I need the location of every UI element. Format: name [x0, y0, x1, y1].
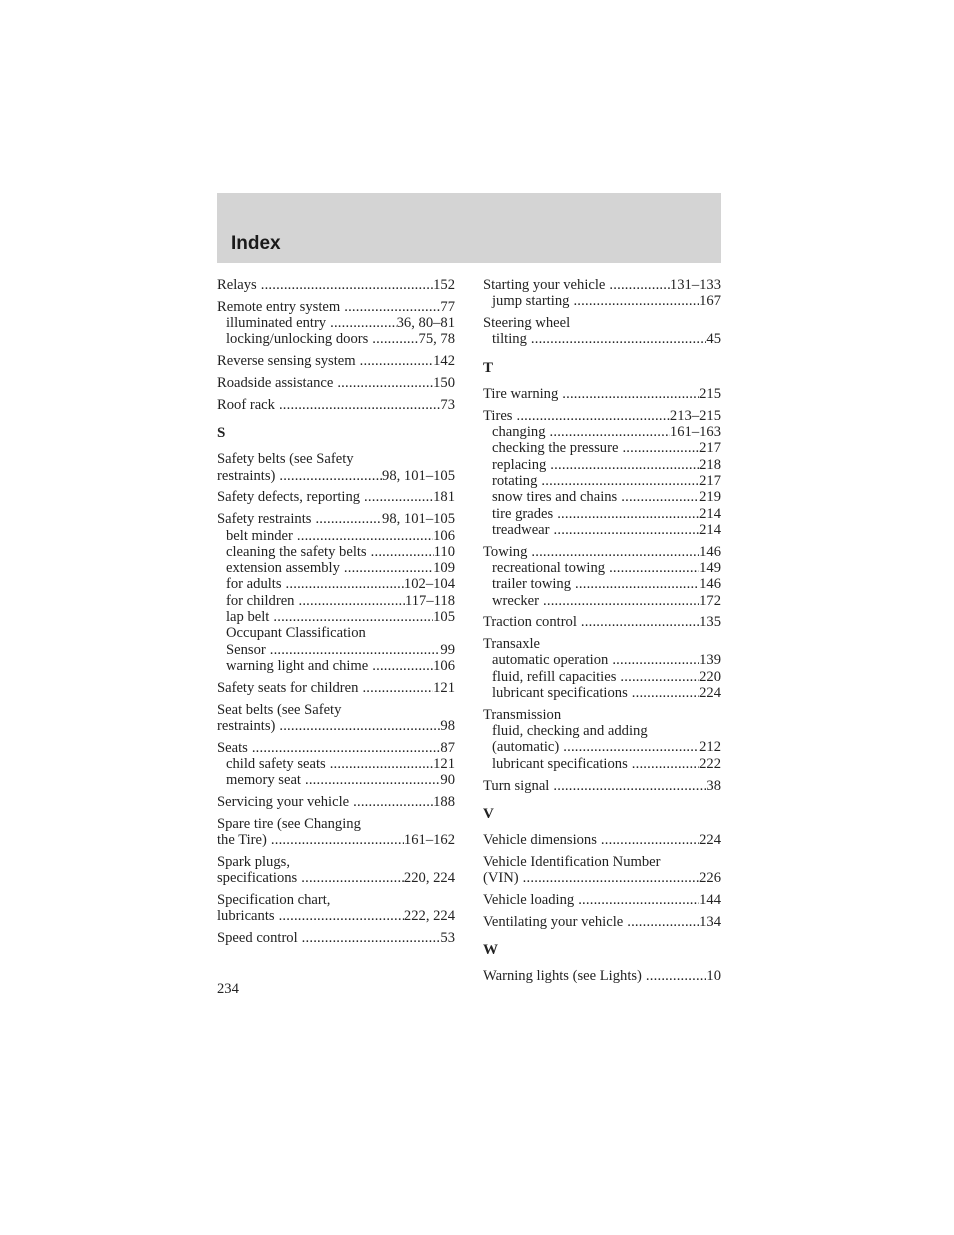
index-term: Safety defects, reporting: [217, 489, 361, 506]
index-subentry-line: [217, 756, 455, 772]
index-page-ref: 135: [699, 614, 721, 631]
index-page-ref: 142: [433, 353, 455, 370]
index-entry: [217, 794, 455, 810]
index-term: wrecker: [492, 592, 539, 609]
dot-leader: [523, 870, 699, 886]
index-term: Turn signal: [483, 777, 550, 794]
index-entry-line: [483, 277, 721, 293]
dot-leader: [261, 277, 433, 293]
index-page-ref: 38: [706, 777, 721, 794]
dot-leader: [252, 740, 441, 756]
index-term: Reverse sensing system: [217, 353, 356, 370]
dot-leader: [563, 739, 699, 755]
dot-leader: [271, 832, 404, 848]
index-subentry-line: [217, 609, 455, 625]
index-subentry-line: [483, 652, 721, 668]
index-term: the Tire): [217, 832, 267, 849]
dot-leader: [516, 408, 669, 424]
index-page-ref: 87: [440, 739, 455, 756]
page-title: Index: [231, 233, 281, 254]
index-page-ref: 73: [440, 396, 455, 413]
index-subentry-line: [483, 506, 721, 522]
index-term: Towing: [483, 543, 528, 560]
index-entry-line: [483, 832, 721, 848]
dot-leader: [541, 473, 699, 489]
index-page-ref: 117–118: [405, 592, 455, 609]
index-page-ref: 224: [699, 832, 721, 849]
index-entry-line: [217, 908, 455, 924]
index-page-ref: 222: [699, 755, 721, 772]
index-entry: [483, 544, 721, 609]
index-term: illuminated entry: [226, 315, 327, 332]
index-term: Steering wheel: [483, 315, 571, 332]
index-page-ref: 220: [699, 668, 721, 685]
index-entry: [217, 892, 455, 925]
index-page-ref: 102–104: [403, 576, 455, 593]
index-term: Starting your vehicle: [483, 277, 606, 293]
index-page-ref: 214: [699, 505, 721, 522]
index-term: warning light and chime: [226, 657, 369, 674]
index-entry-line: [217, 489, 455, 505]
index-subentry-line: [217, 642, 455, 658]
index-entry-line: [217, 375, 455, 391]
index-page-ref: 110: [433, 543, 455, 560]
index-subentry-line: [483, 293, 721, 309]
index-term: Safety seats for children: [217, 679, 359, 696]
index-page-ref: 213–215: [669, 407, 721, 424]
index-term: Seats: [217, 739, 248, 756]
index-subentry-line: [217, 315, 455, 331]
index-entry: [483, 892, 721, 908]
dot-leader: [315, 511, 382, 527]
index-entry-line: [483, 386, 721, 402]
index-subentry-line: [483, 424, 721, 440]
index-subentry-line: [483, 522, 721, 538]
index-page-ref: 146: [699, 543, 721, 560]
index-term: (VIN): [483, 870, 519, 887]
dot-leader: [632, 685, 699, 701]
index-entry-line: [217, 816, 455, 832]
index-subentry-line: [217, 658, 455, 674]
index-term: Roadside assistance: [217, 374, 334, 391]
index-section-letter: S: [217, 425, 226, 442]
index-entry: [483, 707, 721, 772]
index-entry-line: [217, 277, 455, 293]
index-term: Spare tire (see Changing: [217, 815, 361, 832]
index-entry: [217, 930, 455, 946]
index-entry-line: [217, 680, 455, 696]
index-entry-line: [483, 968, 721, 984]
index-term: Speed control: [217, 930, 298, 947]
index-subentry-line: [483, 685, 721, 701]
index-term: fluid, checking and adding: [492, 723, 648, 740]
index-entry-line: [217, 740, 455, 756]
dot-leader: [362, 680, 433, 696]
index-page-ref: 45: [706, 331, 721, 348]
index-column-right: [483, 277, 721, 990]
index-page-ref: 181: [433, 489, 455, 506]
dot-leader: [573, 293, 699, 309]
index-subentry-line: [483, 560, 721, 576]
index-section-letter: V: [483, 805, 494, 822]
index-term: Warning lights (see Lights): [483, 968, 642, 985]
dot-leader: [531, 331, 707, 347]
index-entry: [217, 680, 455, 696]
dot-leader: [372, 658, 433, 674]
dot-leader: [578, 892, 699, 908]
index-page-ref: 152: [433, 277, 455, 293]
index-page-ref: 106: [433, 527, 455, 544]
index-term: restraints): [217, 717, 276, 734]
index-entry-line: [483, 854, 721, 870]
dot-leader: [550, 424, 670, 440]
index-entry-line: [217, 353, 455, 369]
index-entry: [483, 277, 721, 310]
dot-leader: [337, 375, 433, 391]
index-entry-line: [483, 408, 721, 424]
index-entry: [483, 315, 721, 348]
index-page-ref: 139: [699, 652, 721, 669]
index-entry-line: [217, 854, 455, 870]
index-term: restraints): [217, 467, 276, 484]
index-page-ref: 219: [699, 489, 721, 506]
index-entry: [483, 968, 721, 984]
dot-leader: [330, 315, 397, 331]
index-subentry-line: [483, 489, 721, 505]
index-section-letter: T: [483, 359, 494, 376]
index-term: Sensor: [226, 641, 266, 658]
index-entry-line: [483, 614, 721, 630]
index-term: treadwear: [492, 521, 550, 538]
index-term: (automatic): [492, 739, 560, 756]
index-entry: [217, 277, 455, 293]
dot-leader: [297, 528, 433, 544]
index-entry: [217, 702, 455, 735]
index-subentry-line: [483, 440, 721, 456]
index-entry-line: [217, 892, 455, 908]
index-entry-line: [217, 930, 455, 946]
dot-leader: [353, 794, 433, 810]
index-term: lap belt: [226, 609, 270, 626]
index-entry: [217, 489, 455, 505]
index-page-ref: 161–162: [403, 832, 455, 849]
dot-leader: [622, 440, 699, 456]
dot-leader: [627, 914, 699, 930]
dot-leader: [279, 908, 404, 924]
dot-leader: [371, 544, 434, 560]
dot-leader: [575, 576, 699, 592]
index-term: Spark plugs,: [217, 853, 290, 870]
index-page-ref: 167: [699, 293, 721, 310]
index-entry-line: [217, 397, 455, 413]
index-entry: [483, 854, 721, 887]
dot-leader: [550, 457, 699, 473]
index-page-ref: 146: [699, 576, 721, 593]
index-subentry-line: [217, 593, 455, 609]
index-page-ref: 224: [699, 685, 721, 702]
index-term: lubricant specifications: [492, 685, 628, 702]
index-term: Transaxle: [483, 636, 541, 653]
index-term: Vehicle Identification Number: [483, 853, 661, 870]
index-entry: [483, 614, 721, 630]
index-term: tire grades: [492, 505, 554, 522]
index-term: Relays: [217, 277, 257, 293]
index-term: belt minder: [226, 527, 293, 544]
index-entry: [483, 408, 721, 538]
index-entry-line: [483, 892, 721, 908]
index-page-ref: 215: [699, 385, 721, 402]
index-entry: [217, 353, 455, 369]
index-term: lubricant specifications: [492, 755, 628, 772]
dot-leader: [621, 489, 699, 505]
index-entry: [483, 832, 721, 848]
dot-leader: [543, 593, 699, 609]
index-entry-line: [217, 511, 455, 527]
index-entry-line: [483, 544, 721, 560]
index-term: locking/unlocking doors: [226, 331, 369, 348]
index-page-ref: 214: [699, 521, 721, 538]
index-page-ref: 98: [440, 717, 455, 734]
index-page-ref: 161–163: [669, 424, 721, 441]
dot-leader: [270, 642, 441, 658]
index-entry-line: [483, 636, 721, 652]
index-subentry-line: [217, 560, 455, 576]
index-term: Transmission: [483, 706, 562, 723]
dot-leader: [531, 544, 699, 560]
index-term: rotating: [492, 472, 538, 489]
index-page-ref: 98, 101–105: [382, 467, 455, 484]
dot-leader: [557, 506, 699, 522]
index-page-ref: 218: [699, 456, 721, 473]
index-page-ref: 105: [433, 609, 455, 626]
index-entry-line: [217, 702, 455, 718]
index-entry: [217, 816, 455, 849]
dot-leader: [302, 930, 441, 946]
index-term: checking the pressure: [492, 440, 619, 457]
index-term: lubricants: [217, 908, 275, 925]
index-entry-line: [217, 299, 455, 315]
index-page-ref: 172: [699, 592, 721, 609]
index-page-ref: 149: [699, 559, 721, 576]
index-subentry-line: [217, 331, 455, 347]
index-entry-line: [217, 870, 455, 886]
index-subentry-line: [217, 544, 455, 560]
index-entry: [483, 778, 721, 794]
index-entry: [217, 511, 455, 674]
index-term: memory seat: [226, 772, 301, 789]
dot-leader: [372, 331, 418, 347]
dot-leader: [632, 756, 699, 772]
index-page-ref: 53: [440, 930, 455, 947]
dot-leader: [286, 576, 404, 592]
index-subentry-line: [483, 457, 721, 473]
index-page-ref: 109: [433, 560, 455, 577]
index-entry-line: [217, 794, 455, 810]
index-entry-line: [217, 468, 455, 484]
dot-leader: [612, 652, 699, 668]
index-term: automatic operation: [492, 652, 609, 669]
index-term: Safety belts (see Safety: [217, 451, 354, 468]
index-term: child safety seats: [226, 755, 326, 772]
index-page-ref: 90: [440, 772, 455, 789]
dot-leader: [330, 756, 433, 772]
index-entry: [483, 636, 721, 701]
index-page-ref: 144: [699, 892, 721, 908]
index-term: replacing: [492, 456, 547, 473]
index-page-ref: 222, 224: [403, 908, 455, 925]
index-page-ref: 220, 224: [403, 870, 455, 887]
dot-leader: [364, 489, 433, 505]
index-subentry-line: [217, 528, 455, 544]
index-subentry-line: [217, 772, 455, 788]
dot-leader: [609, 277, 670, 293]
index-term: Vehicle loading: [483, 892, 575, 908]
dot-leader: [279, 468, 382, 484]
index-page-ref: 98, 101–105: [382, 511, 455, 528]
dot-leader: [562, 386, 699, 402]
index-entry: [217, 854, 455, 887]
index-page-ref: 217: [699, 440, 721, 457]
index-entry: [483, 386, 721, 402]
index-page-ref: 217: [699, 472, 721, 489]
index-subentry-line: [217, 625, 455, 641]
index-entry: [483, 914, 721, 930]
dot-leader: [344, 560, 433, 576]
index-entry-line: [483, 315, 721, 331]
index-term: changing: [492, 424, 546, 441]
index-entry-line: [217, 718, 455, 734]
index-page-ref: 131–133: [669, 277, 721, 293]
dot-leader: [601, 832, 699, 848]
index-term: Vehicle dimensions: [483, 832, 597, 849]
index-page-ref: 121: [433, 755, 455, 772]
index-entry-line: [483, 870, 721, 886]
dot-leader: [279, 397, 440, 413]
index-term: Seat belts (see Safety: [217, 701, 342, 718]
index-entry: [217, 299, 455, 348]
index-subentry-line: [483, 576, 721, 592]
index-page-ref: 36, 80–81: [396, 315, 455, 332]
index-term: for adults: [226, 576, 282, 593]
index-term: tilting: [492, 331, 527, 348]
index-page-ref: 75, 78: [418, 331, 455, 348]
index-entry-line: [483, 707, 721, 723]
index-entry-line: [483, 778, 721, 794]
dot-leader: [620, 669, 699, 685]
index-subentry-line: [483, 756, 721, 772]
index-entry-line: [483, 914, 721, 930]
index-page-ref: 121: [433, 679, 455, 696]
dot-leader: [360, 353, 433, 369]
index-entry: [217, 397, 455, 413]
index-term: Occupant Classification: [226, 625, 366, 642]
index-term: fluid, refill capacities: [492, 668, 617, 685]
index-column-left: [217, 277, 455, 952]
index-term: Traction control: [483, 614, 577, 631]
index-page-ref: 188: [433, 794, 455, 811]
index-page-ref: 212: [699, 739, 721, 756]
index-entry: [217, 451, 455, 484]
index-term: cleaning the safety belts: [226, 543, 367, 560]
index-header: [217, 193, 721, 263]
index-page-ref: 10: [706, 968, 721, 985]
index-subentry-line: [483, 593, 721, 609]
dot-leader: [273, 609, 433, 625]
dot-leader: [553, 778, 706, 794]
index-term: Ventilating your vehicle: [483, 913, 624, 930]
index-page-ref: 134: [699, 913, 721, 930]
page-number: 234: [217, 981, 239, 997]
dot-leader: [301, 870, 404, 886]
index-page-ref: 106: [433, 657, 455, 674]
index-term: Servicing your vehicle: [217, 794, 350, 811]
index-term: Remote entry system: [217, 298, 341, 315]
index-entry: [217, 740, 455, 789]
dot-leader: [609, 560, 699, 576]
index-page-ref: 226: [699, 870, 721, 887]
index-subentry-line: [483, 723, 721, 739]
dot-leader: [298, 593, 405, 609]
index-term: Safety restraints: [217, 511, 312, 528]
index-term: jump starting: [492, 293, 570, 310]
index-section-letter: W: [483, 942, 498, 959]
index-page-ref: 99: [440, 641, 455, 658]
index-page-ref: 150: [433, 374, 455, 391]
index-term: Tire warning: [483, 385, 559, 402]
index-term: snow tires and chains: [492, 489, 618, 506]
index-term: recreational towing: [492, 559, 606, 576]
index-entry-line: [217, 832, 455, 848]
index-page-ref: 77: [440, 298, 455, 315]
dot-leader: [581, 614, 699, 630]
index-subentry-line: [217, 576, 455, 592]
index-term: Tires: [483, 407, 513, 424]
dot-leader: [305, 772, 440, 788]
index-term: trailer towing: [492, 576, 572, 593]
index-term: for children: [226, 592, 295, 609]
index-entry-line: [217, 451, 455, 467]
index-subentry-line: [483, 739, 721, 755]
index-subentry-line: [483, 331, 721, 347]
index-subentry-line: [483, 473, 721, 489]
index-entry: [217, 375, 455, 391]
index-term: Specification chart,: [217, 892, 331, 908]
index-term: specifications: [217, 870, 298, 887]
dot-leader: [279, 718, 440, 734]
index-term: Roof rack: [217, 396, 275, 413]
dot-leader: [646, 968, 706, 984]
dot-leader: [554, 522, 700, 538]
index-subentry-line: [483, 669, 721, 685]
dot-leader: [344, 299, 440, 315]
index-term: extension assembly: [226, 560, 340, 577]
